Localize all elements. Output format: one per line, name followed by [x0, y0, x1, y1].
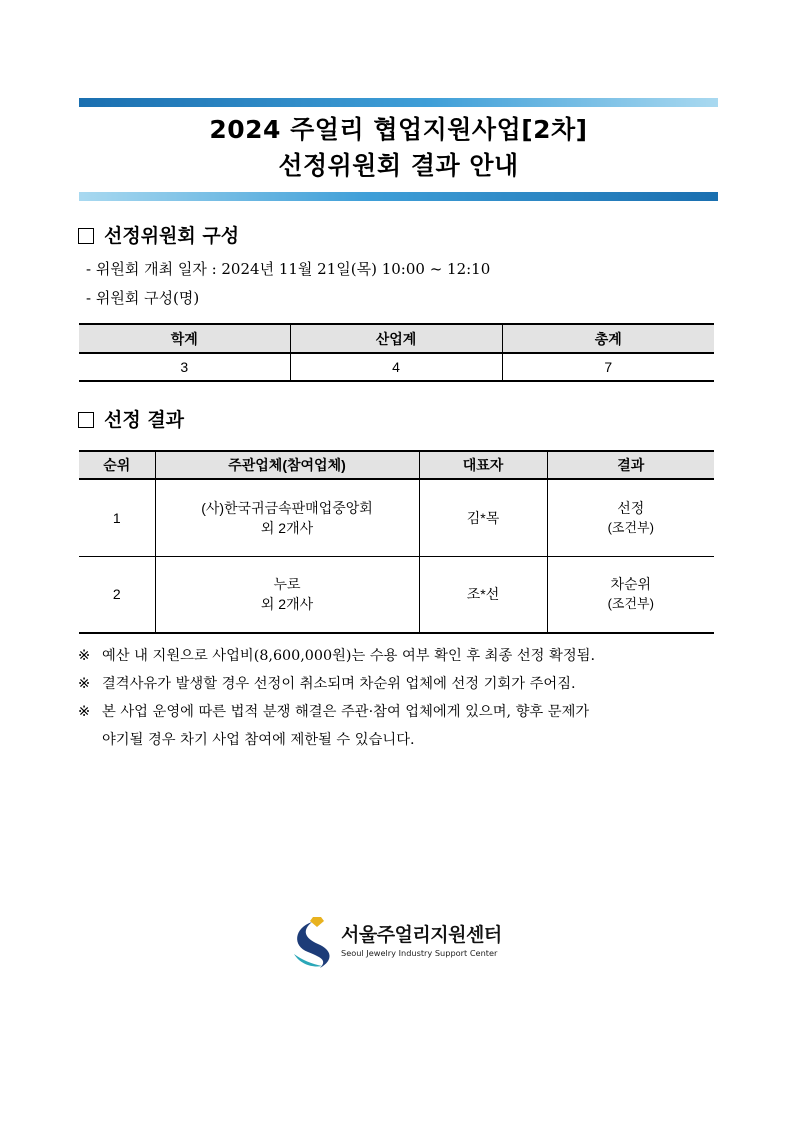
note-disqualification: [78, 674, 718, 694]
total-count: 7: [502, 353, 714, 381]
title-bottom-bar: [79, 192, 718, 201]
rank-cell: 2: [79, 556, 155, 633]
company-cell: [155, 556, 419, 633]
title-line-1: 2024 주얼리 협업지원사업[2차]: [209, 115, 588, 144]
reference-mark-icon: ※: [78, 704, 90, 720]
table-row: [79, 479, 714, 556]
company-cell: [155, 479, 419, 556]
title-top-bar: [79, 98, 718, 107]
results-table: [79, 450, 714, 634]
table-row: [79, 556, 714, 633]
title-line-2: 선정위원회 결과 안내: [278, 151, 519, 180]
result-cell: [547, 556, 714, 633]
col-representative: 대표자: [419, 451, 547, 479]
note-legal-text-1: 본 사업 운영에 따른 법적 분쟁 해결은 주관·참여 업체에게 있으며, 향후 문제가: [102, 704, 590, 720]
company-partners: 외 2개사: [260, 596, 314, 613]
col-company: 주관업체(참여업체): [155, 451, 419, 479]
checkbox-icon: [78, 412, 94, 428]
academia-count: 3: [79, 353, 290, 381]
col-rank: 순위: [79, 451, 155, 479]
center-name-korean: 서울주얼리지원센터: [341, 924, 502, 946]
committee-table: [79, 323, 714, 382]
note-legal: [78, 702, 718, 750]
col-academia: 학계: [79, 324, 290, 353]
note-budget: [78, 646, 718, 666]
result-condition: (조건부): [607, 596, 654, 612]
company-name: 누로: [273, 576, 301, 593]
company-partners: 외 2개사: [260, 519, 314, 536]
reference-mark-icon: ※: [78, 676, 90, 692]
section-committee-label: 선정위원회 구성: [104, 225, 240, 247]
section-results-heading: [78, 408, 184, 432]
industry-count: 4: [290, 353, 502, 381]
col-total: 총계: [502, 324, 714, 353]
meeting-date-line: - 위원회 개최 일자 : 2024년 11월 21일(목) 10:00 ~ 12:10: [86, 260, 491, 278]
center-name-english: Seoul Jewelry Industry Support Center: [341, 948, 498, 958]
logo-diamond: [310, 917, 324, 927]
note-budget-text: 예산 내 지원으로 사업비(8,600,000원)는 수용 여부 확인 후 최종 선정 확정됨.: [102, 648, 595, 664]
col-result: 결과: [547, 451, 714, 479]
checkbox-icon: [78, 228, 94, 244]
result-condition: (조건부): [607, 519, 654, 535]
note-disqualification-text: 결격사유가 발생할 경우 선정이 취소되며 차순위 업체에 선정 기회가 주어짐.: [102, 676, 576, 692]
representative-cell: 김*목: [419, 479, 547, 556]
result-status: 차순위: [610, 576, 652, 593]
company-name: (사)한국귀금속판매업중앙회: [201, 499, 373, 516]
section-committee-heading: [78, 224, 239, 248]
note-legal-text-2: 야기될 경우 차기 사업 참여에 제한될 수 있습니다.: [102, 732, 415, 748]
result-status: 선정: [617, 499, 645, 516]
page-title: [79, 112, 718, 184]
reference-mark-icon: ※: [78, 648, 90, 664]
result-cell: [547, 479, 714, 556]
committee-composition-line: - 위원회 구성(명): [86, 289, 200, 307]
representative-cell: 조*선: [419, 556, 547, 633]
committee-table-header: [79, 324, 714, 353]
results-table-header: [79, 451, 714, 479]
committee-table-row: [79, 353, 714, 381]
col-industry: 산업계: [290, 324, 502, 353]
section-results-label: 선정 결과: [104, 409, 185, 431]
rank-cell: 1: [79, 479, 155, 556]
